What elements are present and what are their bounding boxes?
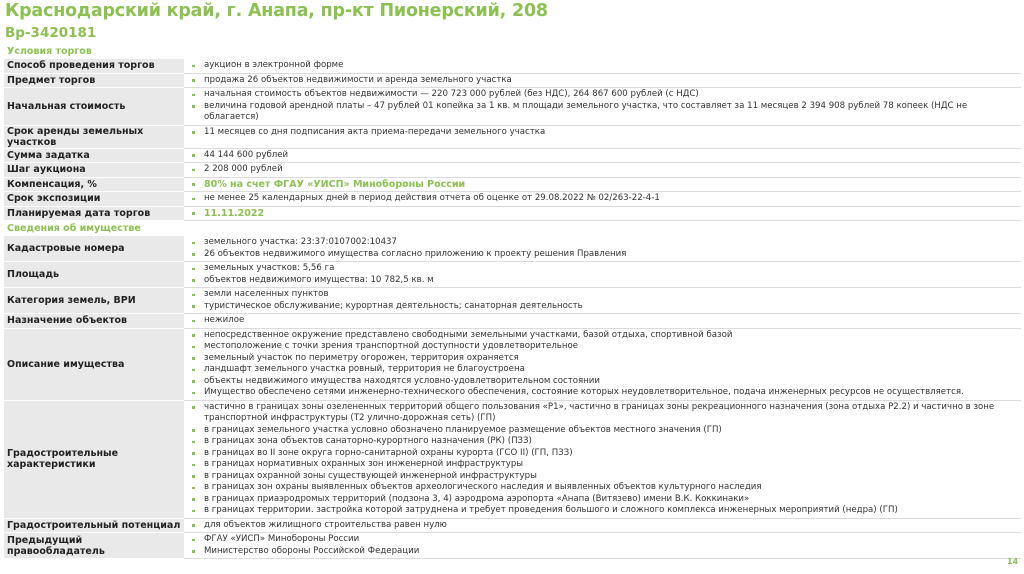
- row-label: Градостроительный потенциал: [4, 519, 184, 534]
- bullet-item: земельный участок по периметру огорожен, территория охраняется: [190, 353, 1021, 365]
- row-value: [184, 126, 1021, 148]
- row-label: Площадь: [4, 262, 184, 288]
- row-label: Шаг аукциона: [4, 163, 184, 178]
- row-value: [184, 149, 1021, 163]
- bullet-item: земли населенных пунктов: [190, 289, 1021, 301]
- property-table: [4, 44, 1021, 559]
- table-row: [4, 149, 1021, 164]
- row-label: Способ проведения торгов: [4, 59, 184, 74]
- table-row: [4, 88, 1021, 126]
- bullet-item: в границах охранной зоны существующей инженерной инфраструктуры: [190, 471, 1021, 483]
- row-value: [184, 192, 1021, 206]
- bullet-item: 26 объектов недвижимого имущества согласно приложению к проекту решения Правления: [190, 249, 1021, 261]
- table-row: [4, 163, 1021, 178]
- page-number: 14: [1007, 557, 1019, 566]
- bullet-item: начальная стоимость объектов недвижимости — 220 723 000 рублей (без НДС), 264 867 600 рублей (с НДС): [190, 89, 1021, 101]
- bullet-item: 80% на счет ФГАУ «УИСП» Минобороны России: [190, 179, 1021, 191]
- table-row: [4, 207, 1021, 222]
- bullet-item: в границах зона объектов санаторно-курортного назначения (РК) (ПЗЗ): [190, 436, 1021, 448]
- row-value: [184, 401, 1021, 518]
- table-row: [4, 74, 1021, 89]
- table-row: [4, 519, 1021, 534]
- bullet-item: непосредственное окружение представлено свободными земельными участками, базой отдыха, спортивной базой: [190, 330, 1021, 342]
- row-value: [184, 88, 1021, 125]
- bullet-item: ФГАУ «УИСП» Минобороны России: [190, 534, 1021, 546]
- table-row: [4, 533, 1021, 559]
- row-value: [184, 163, 1021, 177]
- bullet-item: объекты недвижимого имущества находятся условно-удовлетворительном состоянии: [190, 376, 1021, 388]
- table-row: [4, 314, 1021, 329]
- bullet-item: туристическое обслуживание; курортная деятельность; санаторная деятельность: [190, 301, 1021, 313]
- bullet-item: в границах во II зоне округа горно-санитарной охраны курорта (ГСО II) (ГП, ПЗЗ): [190, 448, 1021, 460]
- bullet-item: в границах приаэродромых территорий (подзона 3, 4) аэродрома аэропорта «Анапа (Витязево) имени В.К. Коккинаки»: [190, 494, 1021, 506]
- bullet-item: 44 144 600 рублей: [190, 150, 1021, 162]
- table-row: [4, 192, 1021, 207]
- page-title: Краснодарский край, г. Анапа, пр-кт Пионерский, 208: [5, 1, 548, 21]
- table-row: [4, 236, 1021, 262]
- row-value: [184, 207, 1021, 221]
- row-label: Описание имущества: [4, 329, 184, 401]
- row-value: [184, 178, 1021, 192]
- bullet-item: в границах нормативных охранных зон инженерной инфраструктуры: [190, 459, 1021, 471]
- row-label: Компенсация, %: [4, 178, 184, 193]
- bullet-item: в границах зон охраны выявленных объектов археологического наследия и выявленных объектов культурного наследия: [190, 482, 1021, 494]
- bullet-item: ландшафт земельного участка ровный, территория не благоустроена: [190, 364, 1021, 376]
- row-value: [184, 533, 1021, 558]
- row-value: [184, 329, 1021, 400]
- row-label: Сумма задатка: [4, 149, 184, 164]
- row-value: [184, 59, 1021, 73]
- bullet-item: Имущество обеспечено сетями инженерно-технического обеспечения, состояние которых неудовлетворительное, подача инженерных ресурсов не осуществляется.: [190, 387, 1021, 399]
- bullet-item: в границах земельного участка условно обозначено планируемое размещение объектов местного значения (ГП): [190, 425, 1021, 437]
- row-label: Кадастровые номера: [4, 236, 184, 262]
- table-row: [4, 178, 1021, 193]
- bullet-item: для объектов жилищного строительства равен нулю: [190, 520, 1021, 532]
- table-row: [4, 262, 1021, 288]
- lot-code: Вр-3420181: [5, 25, 97, 41]
- bullet-item: местоположение с точки зрения транспортной доступности удовлетворительное: [190, 341, 1021, 353]
- table-row: [4, 401, 1021, 519]
- table-row: [4, 126, 1021, 149]
- bullet-item: аукцион в электронной форме: [190, 60, 1021, 72]
- bullet-item: в границах территории. застройка которой затруднена и требует проведения большого и сложного комплекса инженерных мероприятий (недра) (ГП): [190, 505, 1021, 517]
- bullet-item: земельных участков: 5,56 га: [190, 263, 1021, 275]
- bullet-item: 2 208 000 рублей: [190, 164, 1021, 176]
- table-row: [4, 59, 1021, 74]
- row-value: [184, 314, 1021, 328]
- bullet-item: земельного участка: 23:37:0107002:10437: [190, 237, 1021, 249]
- row-label: Назначение объектов: [4, 314, 184, 329]
- bullet-item: продажа 26 объектов недвижимости и аренда земельного участка: [190, 75, 1021, 87]
- row-value: [184, 236, 1021, 261]
- row-label: Срок экспозиции: [4, 192, 184, 207]
- row-value: [184, 262, 1021, 287]
- bullet-item: нежилое: [190, 315, 1021, 327]
- bullet-item: Министерство обороны Российской Федерации: [190, 546, 1021, 558]
- section-title: Условия торгов: [7, 46, 92, 57]
- bullet-item: объектов недвижимого имущества: 10 782,5 кв. м: [190, 275, 1021, 287]
- row-label: Планируемая дата торгов: [4, 207, 184, 222]
- bullet-item: величина годовой арендной платы – 47 рублей 01 копейка за 1 кв. м площади земельного участка, что составляет за 11 месяцев 2 394 908 рублей 78 копеек (НДС не облагается): [190, 101, 1021, 124]
- row-label: Срок аренды земельных участков: [4, 126, 184, 149]
- section-title: Сведения об имуществе: [7, 223, 141, 234]
- row-value: [184, 74, 1021, 88]
- bullet-item: не менее 25 календарных дней в период действия отчета об оценке от 29.08.2022 № 02/263-22-4-1: [190, 193, 1021, 205]
- row-label: Предмет торгов: [4, 74, 184, 89]
- table-row: [4, 288, 1021, 314]
- bullet-item: 11.11.2022: [190, 208, 1021, 220]
- bullet-item: 11 месяцев со дня подписания акта приема-передачи земельного участка: [190, 127, 1021, 139]
- row-label: Градостроительные характеристики: [4, 401, 184, 519]
- row-label: Категория земель, ВРИ: [4, 288, 184, 314]
- row-label: Предыдущий правообладатель: [4, 533, 184, 559]
- bullet-item: частично в границах зоны озелененных территорий общего пользования «Р1», частично в границах зоны рекреационного назначения (зона отдыха Р2.2) и частично в зоне транспортной инфраструктуры (Т2 улично-дорожная сеть) (ГП): [190, 402, 1021, 425]
- row-value: [184, 288, 1021, 313]
- row-label: Начальная стоимость: [4, 88, 184, 126]
- table-row: [4, 329, 1021, 401]
- row-value: [184, 519, 1021, 533]
